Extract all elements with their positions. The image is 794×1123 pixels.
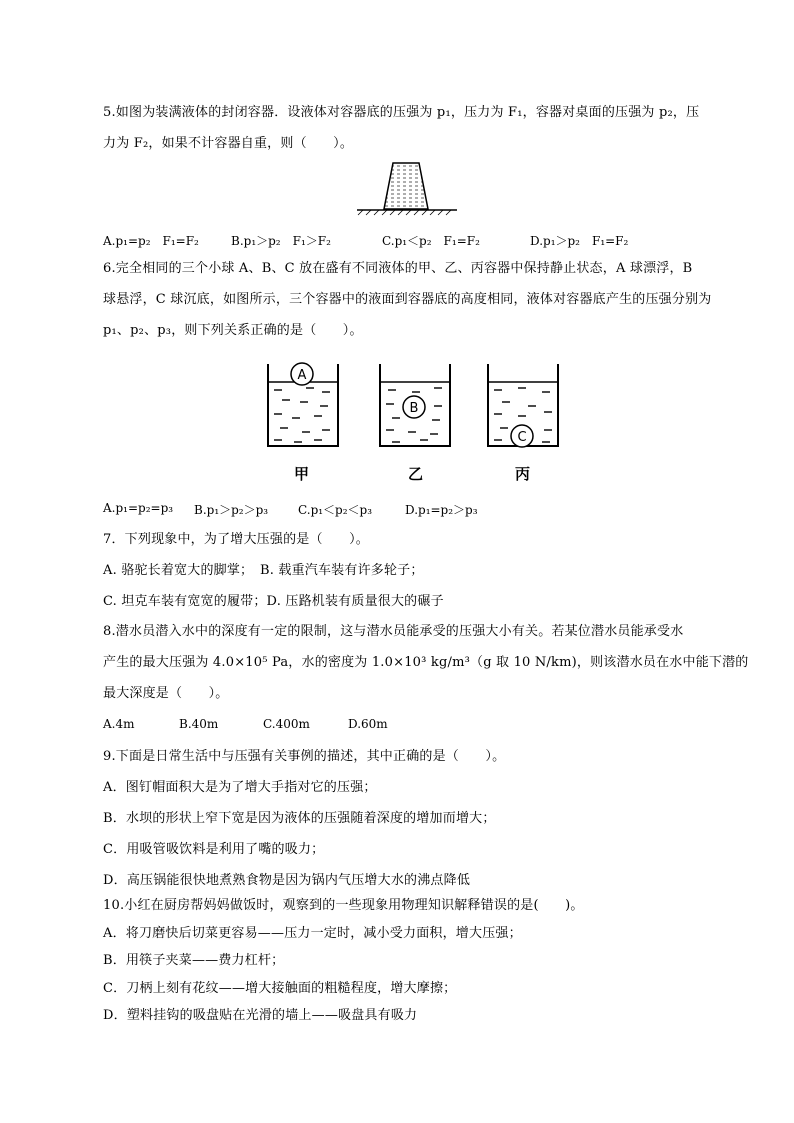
ball-b-label: B: [409, 401, 419, 416]
q8-stem-line2: 产生的最大压强为 4.0×10⁵ Pa，水的密度为 1.0×10³ kg/m³（g 取 10 N/km)，则该潜水员在水中能下潜的: [103, 655, 749, 670]
q6-option-c: C.p₁＜p₂＜p₃: [298, 503, 373, 517]
q8-option-c: C.400m: [263, 717, 310, 731]
q5-option-a: A.p₁=p₂ F₁=F₂: [103, 234, 199, 248]
q6-stem-line3: p₁、p₂、p₃，则下列关系正确的是（ ）。: [103, 323, 363, 338]
q10-stem: 10.小红在厨房帮妈妈做饭时，观察到的一些现象用物理知识解释错误的是( )。: [103, 898, 584, 913]
q9-option-b: B．水坝的形状上窄下宽是因为液体的压强随着深度的增加而增大；: [103, 811, 496, 826]
q5-option-c: C.p₁＜p₂ F₁=F₂: [382, 234, 480, 248]
q5-container-figure: [355, 160, 460, 216]
ball-c-label: C: [517, 430, 527, 445]
q5-option-d: D.p₁＞p₂ F₁=F₂: [530, 234, 629, 248]
caption-yi: 乙: [408, 465, 424, 483]
q8-stem-line3: 最大深度是（ ）。: [103, 686, 229, 701]
q10-option-c: C．刀柄上刻有花纹——增大接触面的粗糙程度，增大摩擦；: [103, 981, 457, 996]
q5-option-b: B.p₁＞p₂ F₁＞F₂: [231, 234, 331, 248]
q7-options-cd: C. 坦克车装有宽宽的履带；D. 压路机装有质量很大的碾子: [103, 594, 444, 609]
q5-stem-line2: 力为 F₂，如果不计容器自重，则（ ）。: [103, 136, 354, 151]
q9-option-a: A．图钉帽面积大是为了增大手指对它的压强；: [103, 780, 377, 795]
q9-option-c: C．用吸管吸饮料是利用了嘴的吸力；: [103, 842, 325, 857]
q10-option-d: D．塑料挂钩的吸盘贴在光滑的墙上——吸盘具有吸力: [103, 1008, 418, 1023]
caption-jia: 甲: [294, 465, 310, 483]
q6-beakers-figure: [262, 360, 562, 456]
caption-bing: 丙: [515, 465, 531, 483]
q7-stem: 7．下列现象中，为了增大压强的是（ ）。: [103, 532, 369, 547]
q6-stem-line2: 球悬浮，C 球沉底，如图所示，三个容器中的液面到容器底的高度相同，液体对容器底产生的压强分别为: [103, 292, 712, 307]
q8-option-d: D.60m: [348, 717, 388, 731]
q8-option-b: B.40m: [179, 717, 219, 731]
q8-option-a: A.4m: [103, 717, 135, 731]
q10-option-a: A．将刀磨快后切菜更容易——压力一定时，减小受力面积，增大压强；: [103, 926, 522, 941]
q9-stem: 9.下面是日常生活中与压强有关事例的描述，其中正确的是（ ）。: [103, 749, 506, 764]
q6-option-a: A.p₁=p₂=p₃: [103, 501, 174, 515]
ball-a-label: A: [297, 368, 307, 383]
q7-options-ab: A. 骆驼长着宽大的脚掌； B. 载重汽车装有许多轮子；: [103, 563, 424, 578]
q10-option-b: B．用筷子夹菜——费力杠杆；: [103, 953, 285, 968]
q6-option-d: D.p₁=p₂＞p₃: [405, 503, 478, 517]
q8-stem-line1: 8.潜水员潜入水中的深度有一定的限制，这与潜水员能承受的压强大小有关。若某位潜水员能承受水: [103, 624, 684, 639]
q6-option-b: B.p₁＞p₂＞p₃: [194, 503, 269, 517]
q9-option-d: D．高压锅能很快地煮熟食物是因为锅内气压增大水的沸点降低: [103, 873, 471, 888]
q5-stem-line1: 5.如图为装满液体的封闭容器．设液体对容器底的压强为 p₁，压力为 F₁，容器对桌面的压强为 p₂，压: [103, 105, 700, 120]
q6-stem-line1: 6.完全相同的三个小球 A、B、C 放在盛有不同液体的甲、乙、丙容器中保持静止状态，A 球漂浮，B: [103, 261, 693, 276]
